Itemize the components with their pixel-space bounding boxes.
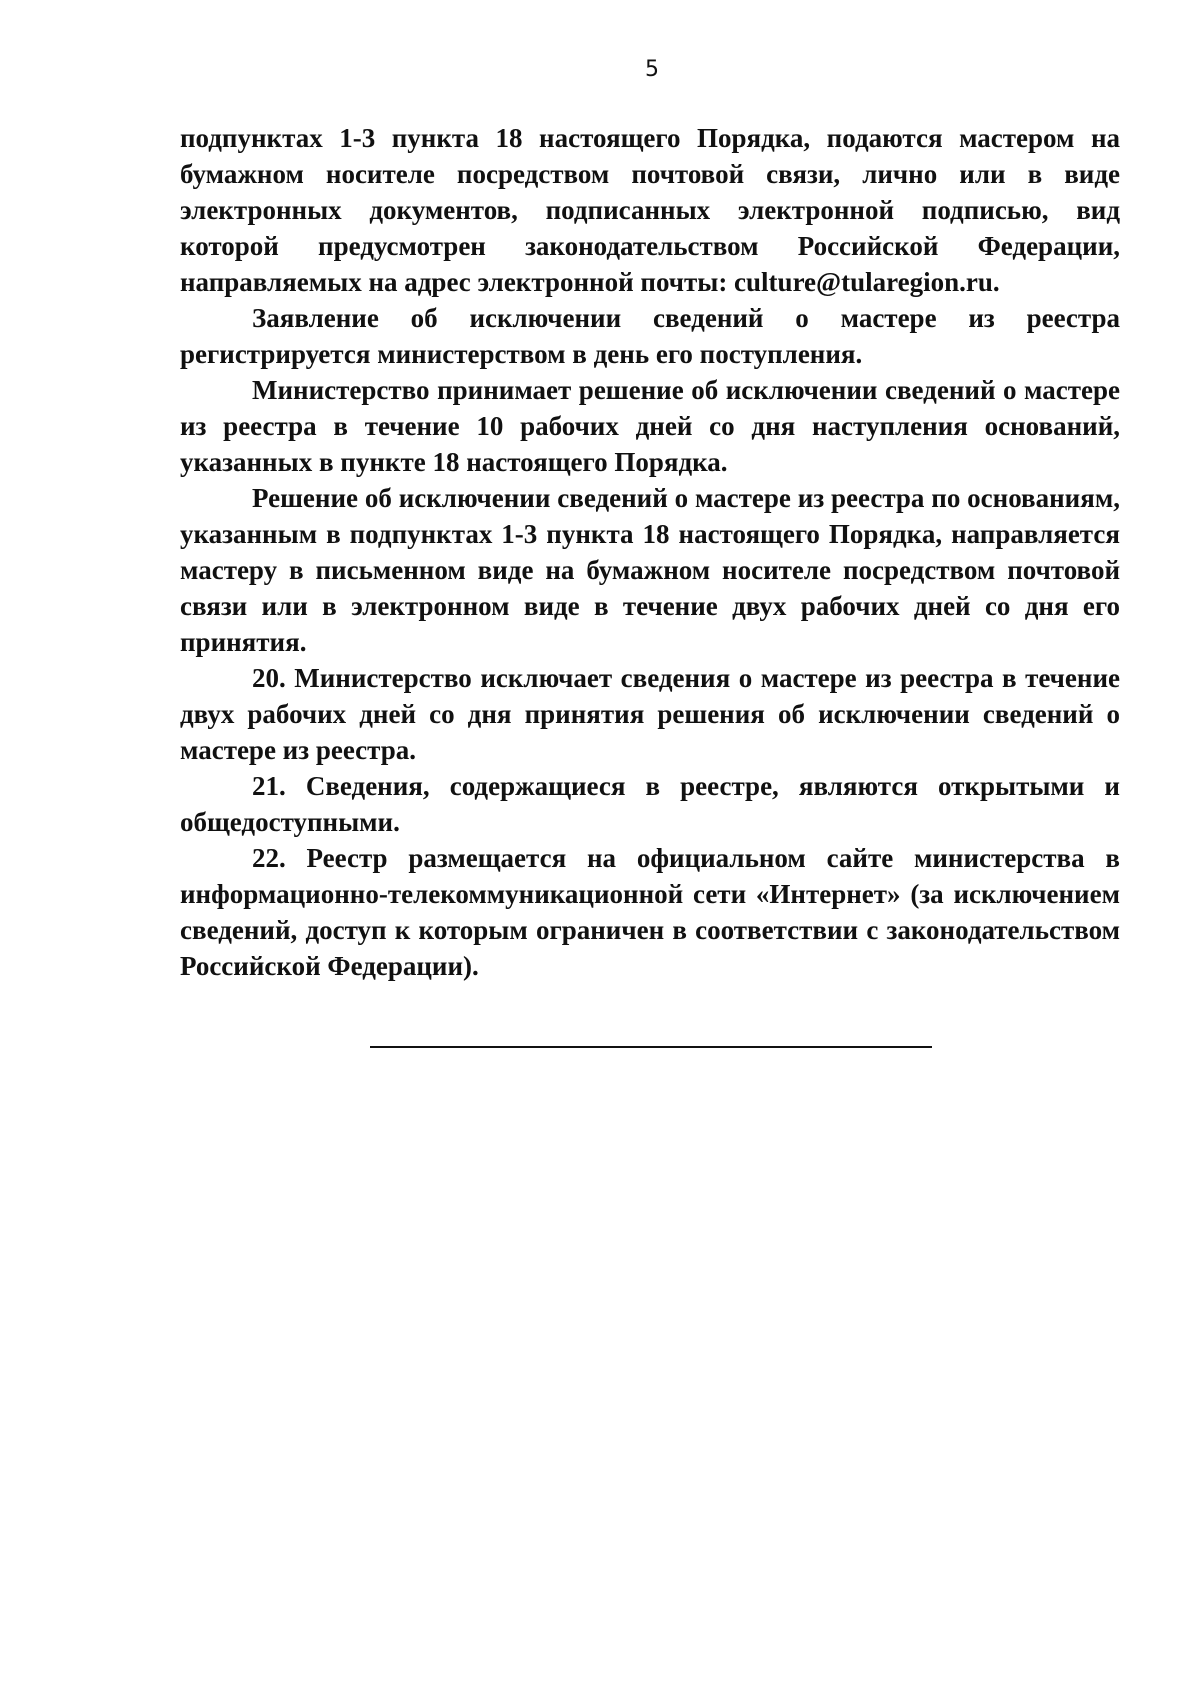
paragraph-item-21: 21. Сведения, содержащиеся в реестре, являются открытыми и общедоступными. (180, 771, 1120, 837)
paragraph-item-20: 20. Министерство исключает сведения о мастере из реестра в течение двух рабочих дней со дня принятия решения об исключении сведений о мастере из реестра. (180, 663, 1120, 765)
paragraph-continuation: подпунктах 1-3 пункта 18 настоящего Порядка, подаются мастером на бумажном носителе посредством почтовой связи, лично или в виде электронных документов, подписанных электронной подписью, вид которой предусмотрен законодательством Российской Федерации, направляемых на адрес электронной почты: culture@tularegion.ru. (180, 123, 1120, 297)
paragraph-application-registration: Заявление об исключении сведений о мастере из реестра регистрируется министерством в день его поступления. (180, 303, 1120, 369)
paragraph-item-22: 22. Реестр размещается на официальном сайте министерства в информационно-телекоммуникационной сети «Интернет» (за исключением сведений, доступ к которым ограничен в соответствии с законодательством Российской Федерации). (180, 843, 1120, 981)
paragraph-decision-notice: Решение об исключении сведений о мастере из реестра по основаниям, указанным в подпунктах 1-3 пункта 18 настоящего Порядка, направляется мастеру в письменном виде на бумажном носителе посредством почтовой связи или в электронном виде в течение двух рабочих дней со дня его принятия. (180, 483, 1120, 657)
page-number: 5 (645, 57, 659, 82)
document-body (180, 120, 1120, 984)
paragraph-ministry-decision: Министерство принимает решение об исключении сведений о мастере из реестра в течение 10 рабочих дней со дня наступления оснований, указанных в пункте 18 настоящего Порядка. (180, 375, 1120, 477)
document-end-rule (370, 1046, 932, 1048)
